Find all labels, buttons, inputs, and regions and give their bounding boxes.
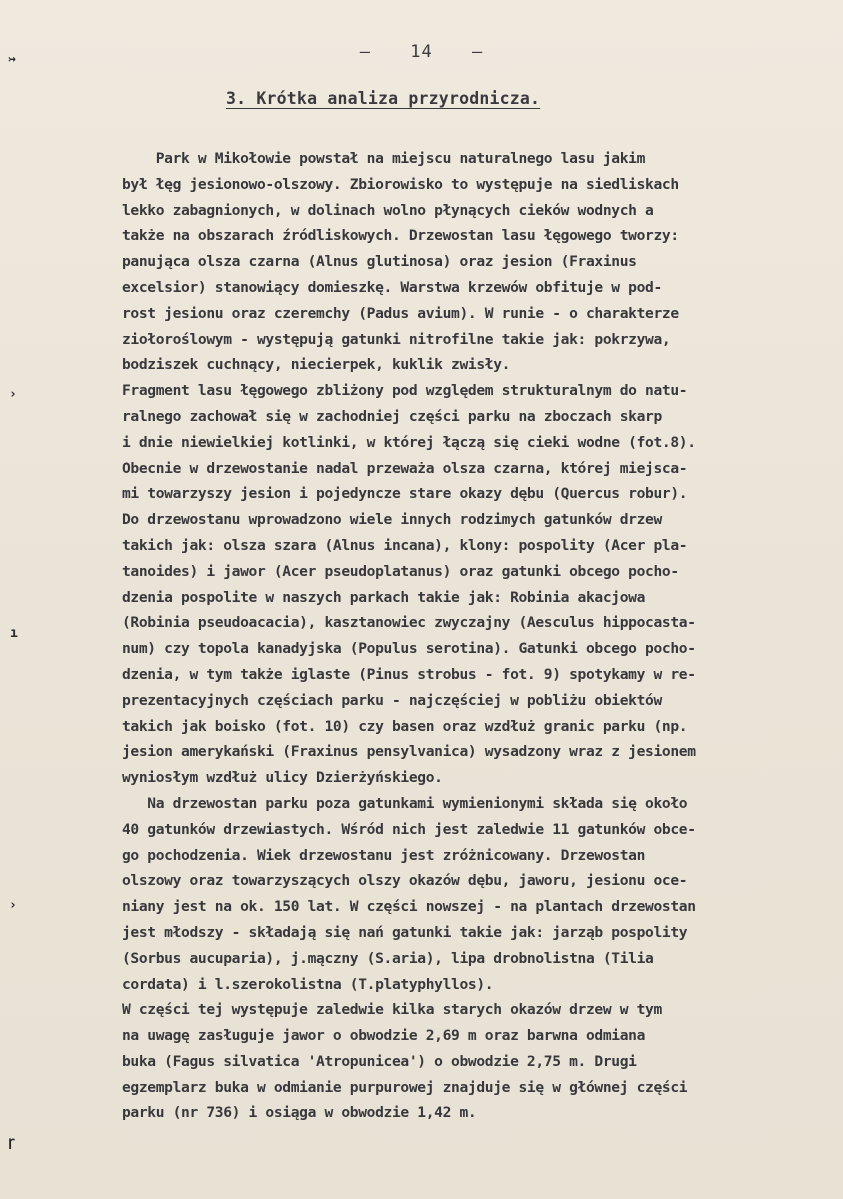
text-line: rost jesionu oraz czeremchy (Padus avium). W runie - o charakterze <box>122 304 679 322</box>
text-line: ralnego zachował się w zachodniej części parku na zboczach skarp <box>122 407 662 425</box>
text-line: prezentacyjnych częściach parku - najczęściej w pobliżu obiektów <box>122 691 662 709</box>
text-line: jest młodszy - składają się nań gatunki takie jak: jarząb pospolity <box>122 923 688 941</box>
margin-mark: › <box>9 898 17 913</box>
text-line: Park w Mikołowie powstał na miejscu naturalnego lasu jakim <box>122 150 646 167</box>
text-line: panująca olsza czarna (Alnus glutinosa) oraz jesion (Fraxinus <box>122 253 637 271</box>
text-line: cordata) i l.szerokolistna (T.platyphyllos). <box>122 975 494 993</box>
text-line: i dnie niewielkiej kotlinki, w której łączą się cieki wodne (fot.8). <box>122 433 696 451</box>
text-line: niany jest na ok. 150 lat. W części nowszej - na plantach drzewostan <box>122 898 696 916</box>
margin-mark: ↣ <box>8 52 16 67</box>
text-line: num) czy topola kanadyjska (Populus serotina). Gatunki obcego pocho- <box>122 640 696 658</box>
text-line: takich jak: olsza szara (Alnus incana), klony: pospolity (Acer pla- <box>122 536 688 554</box>
text-line: go pochodzenia. Wiek drzewostanu jest zróżnicowany. Drzewostan <box>122 846 646 864</box>
margin-mark: › <box>9 387 17 402</box>
page-number: 14 <box>410 42 433 62</box>
margin-mark: ɼ <box>8 1135 16 1150</box>
text-line: olszowy oraz towarzyszących olszy okazów dębu, jaworu, jesionu oce- <box>122 872 688 890</box>
text-line: Fragment lasu łęgowego zbliżony pod względem strukturalnym do natu- <box>122 382 688 400</box>
text-line: Na drzewostan parku poza gatunkami wymienionymi składa się około <box>122 794 688 812</box>
text-line: W części tej występuje zaledwie kilka starych okazów drzew w tym <box>122 1001 662 1019</box>
margin-mark: ı <box>10 626 18 641</box>
text-line: ziołoroślowym - występują gatunki nitrofilne takie jak: pokrzywa, <box>122 330 671 348</box>
text-line: parku (nr 736) i osiąga w obwodzie 1,42 m. <box>122 1104 477 1122</box>
text-line: takich jak boisko (fot. 10) czy basen oraz wzdłuż granic parku (np. <box>122 717 688 735</box>
text-line: excelsior) stanowiący domieszkę. Warstwa krzewów obfituje w pod- <box>122 278 662 296</box>
text-line: dzenia, w tym także iglaste (Pinus strobus - fot. 9) spotykamy w re- <box>122 665 696 683</box>
text-line: egzemplarz buka w odmianie purpurowej znajduje się w głównej części <box>122 1078 688 1096</box>
text-line: 40 gatunków drzewiastych. Wśród nich jest zaledwie 11 gatunków obce- <box>122 820 696 838</box>
text-line: był łęg jesionowo-olszowy. Zbiorowisko to występuje na siedliskach <box>122 175 679 193</box>
text-line: dzenia pospolite w naszych parkach takie jak: Robinia akacjowa <box>122 588 646 606</box>
text-line: Do drzewostanu wprowadzono wiele innych rodzimych gatunków drzew <box>122 511 662 529</box>
body-text <box>122 146 827 1126</box>
text-line: tanoides) i jawor (Acer pseudoplatanus) oraz gatunki obcego pocho- <box>122 562 679 580</box>
text-line: lekko zabagnionych, w dolinach wolno płynących cieków wodnych a <box>122 201 654 219</box>
text-line: Obecnie w drzewostanie nadal przeważa olsza czarna, której miejsca- <box>122 459 688 477</box>
text-line: buka (Fagus silvatica 'Atropunicea') o obwodzie 2,75 m. Drugi <box>122 1052 637 1070</box>
text-line: (Robinia pseudoacacia), kasztanowiec zwyczajny (Aesculus hippocasta- <box>122 614 696 632</box>
text-line: także na obszarach źródliskowych. Drzewostan lasu łęgowego tworzy: <box>122 227 679 245</box>
text-line: (Sorbus aucuparia), j.mączny (S.aria), lipa drobnolistna (Tilia <box>122 949 654 967</box>
text-line: na uwagę zasługuje jawor o obwodzie 2,69 m oraz barwna odmiana <box>122 1027 646 1045</box>
text-line: jesion amerykański (Fraxinus pensylvanica) wysadzony wraz z jesionem <box>122 743 696 761</box>
header-dash-left: – <box>359 42 371 62</box>
page-header <box>0 42 843 62</box>
header-dash-right: – <box>471 42 484 62</box>
text-line: bodziszek cuchnący, niecierpek, kuklik zwisły. <box>122 356 511 374</box>
text-line: wyniosłym wzdłuż ulicy Dzierżyńskiego. <box>122 769 443 787</box>
section-title: 3. Krótka analiza przyrodnicza. <box>226 89 541 108</box>
text-line: mi towarzyszy jesion i pojedyncze stare okazy dębu (Quercus robur). <box>122 485 688 503</box>
